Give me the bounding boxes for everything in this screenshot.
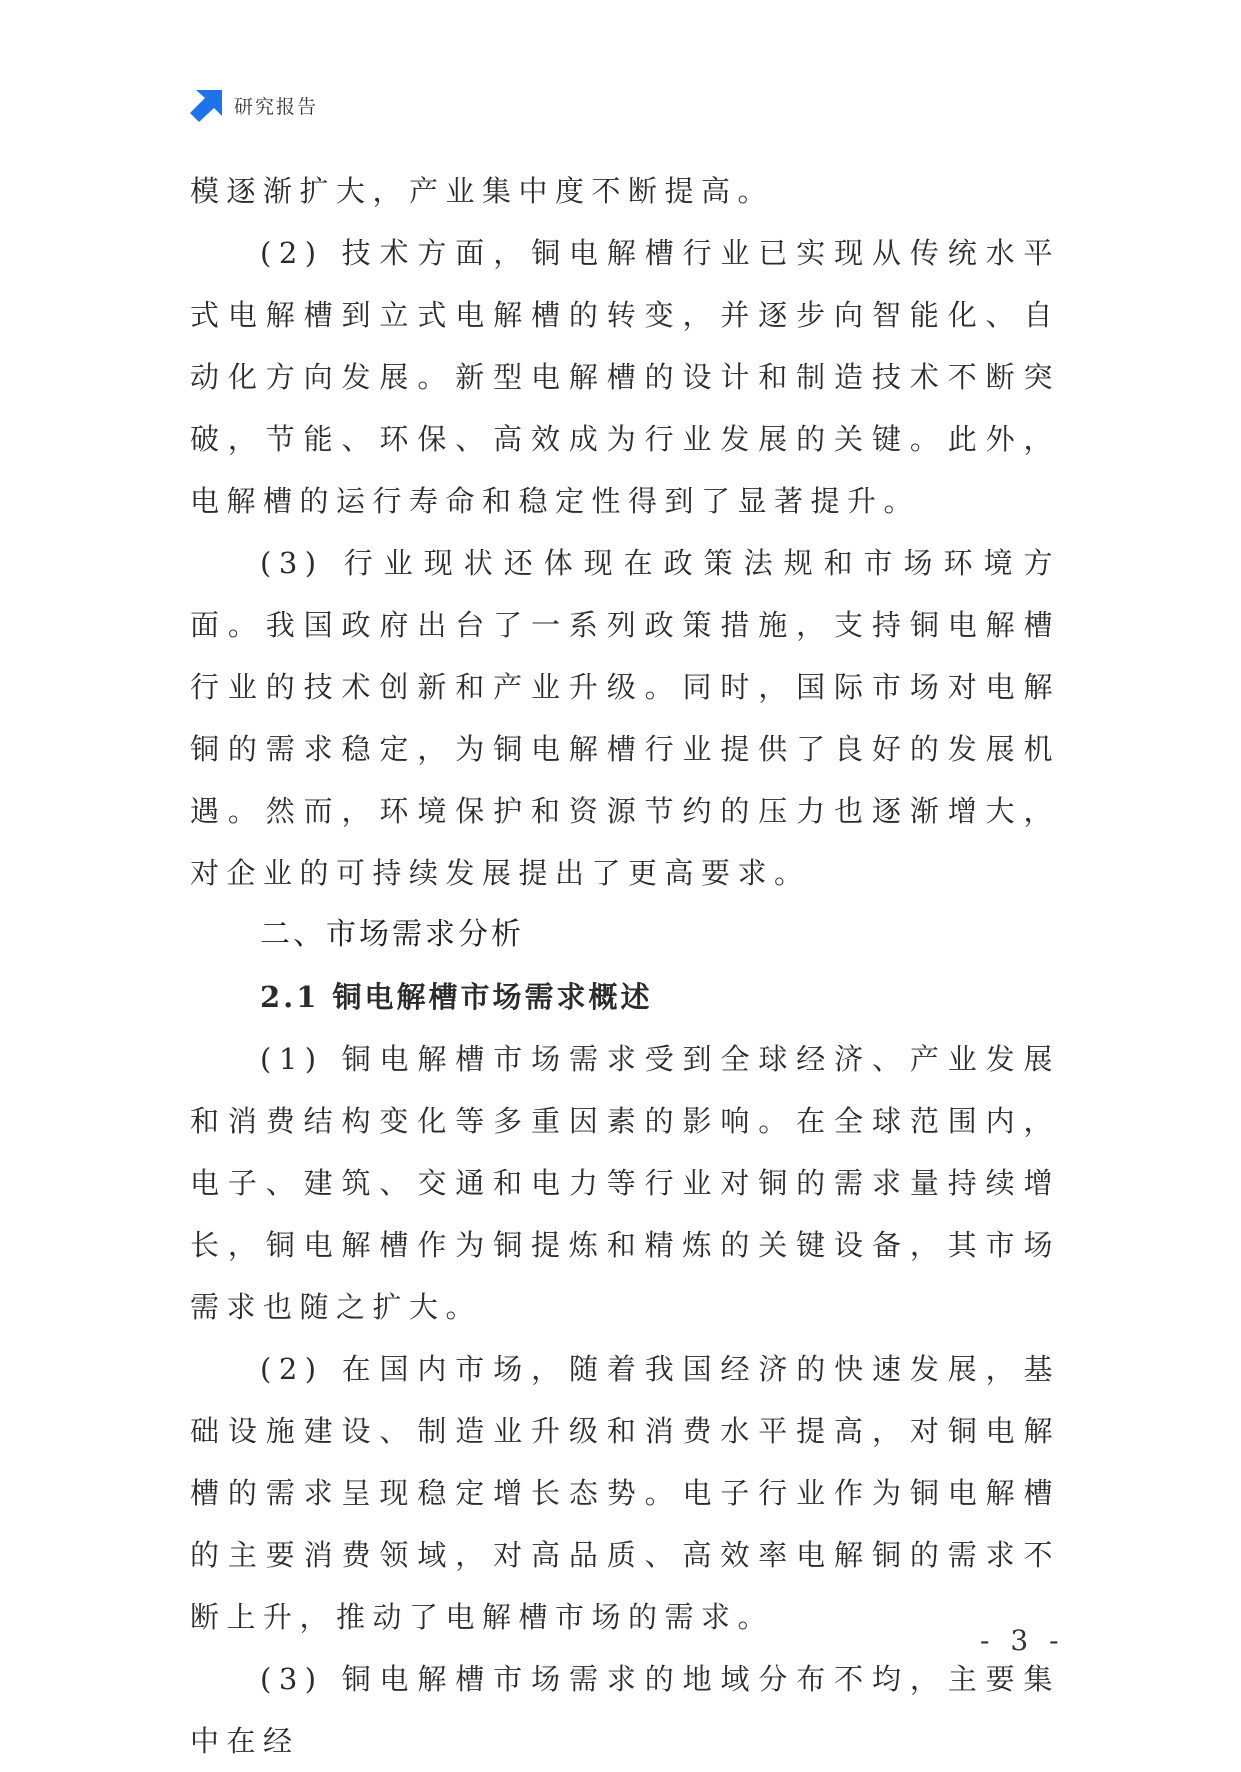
- document-body: [190, 160, 1060, 1772]
- paragraph-tech: (2) 技术方面，铜电解槽行业已实现从传统水平式电解槽到立式电解槽的转变，并逐步向智能化、自动化方向发展。新型电解槽的设计和制造技术不断突破，节能、环保、高效成为行业发展的关键。此外，电解槽的运行寿命和稳定性得到了显著提升。: [190, 236, 1060, 518]
- paragraph-demand-global: (1) 铜电解槽市场需求受到全球经济、产业发展和消费结构变化等多重因素的影响。在全球范围内，电子、建筑、交通和电力等行业对铜的需求量持续增长，铜电解槽作为铜提炼和精炼的关键设备，其市场需求也随之扩大。: [190, 1042, 1060, 1324]
- paragraph-demand-region: (3) 铜电解槽市场需求的地域分布不均，主要集中在经: [190, 1662, 1060, 1758]
- report-header: [190, 88, 318, 122]
- subsection-heading: 2.1 铜电解槽市场需求概述: [260, 980, 653, 1014]
- arrow-up-right-icon: [190, 88, 224, 122]
- paragraph-policy: (3) 行业现状还体现在政策法规和市场环境方面。我国政府出台了一系列政策措施，支持铜电解槽行业的技术创新和产业升级。同时，国际市场对电解铜的需求稳定，为铜电解槽行业提供了良好的发展机遇。然而，环境保护和资源节约的压力也逐渐增大，对企业的可持续发展提出了更高要求。: [190, 546, 1060, 890]
- header-title: 研究报告: [234, 95, 319, 118]
- paragraph-continuation: 模逐渐扩大，产业集中度不断提高。: [190, 174, 775, 208]
- paragraph-demand-domestic: (2) 在国内市场，随着我国经济的快速发展，基础设施建设、制造业升级和消费水平提高，对铜电解槽的需求呈现稳定增长态势。电子行业作为铜电解槽的主要消费领域，对高品质、高效率电解铜的需求不断上升，推动了电解槽市场的需求。: [190, 1352, 1060, 1634]
- page-number: - 3 -: [980, 1624, 1065, 1657]
- section-heading: 二、市场需求分析: [260, 917, 524, 952]
